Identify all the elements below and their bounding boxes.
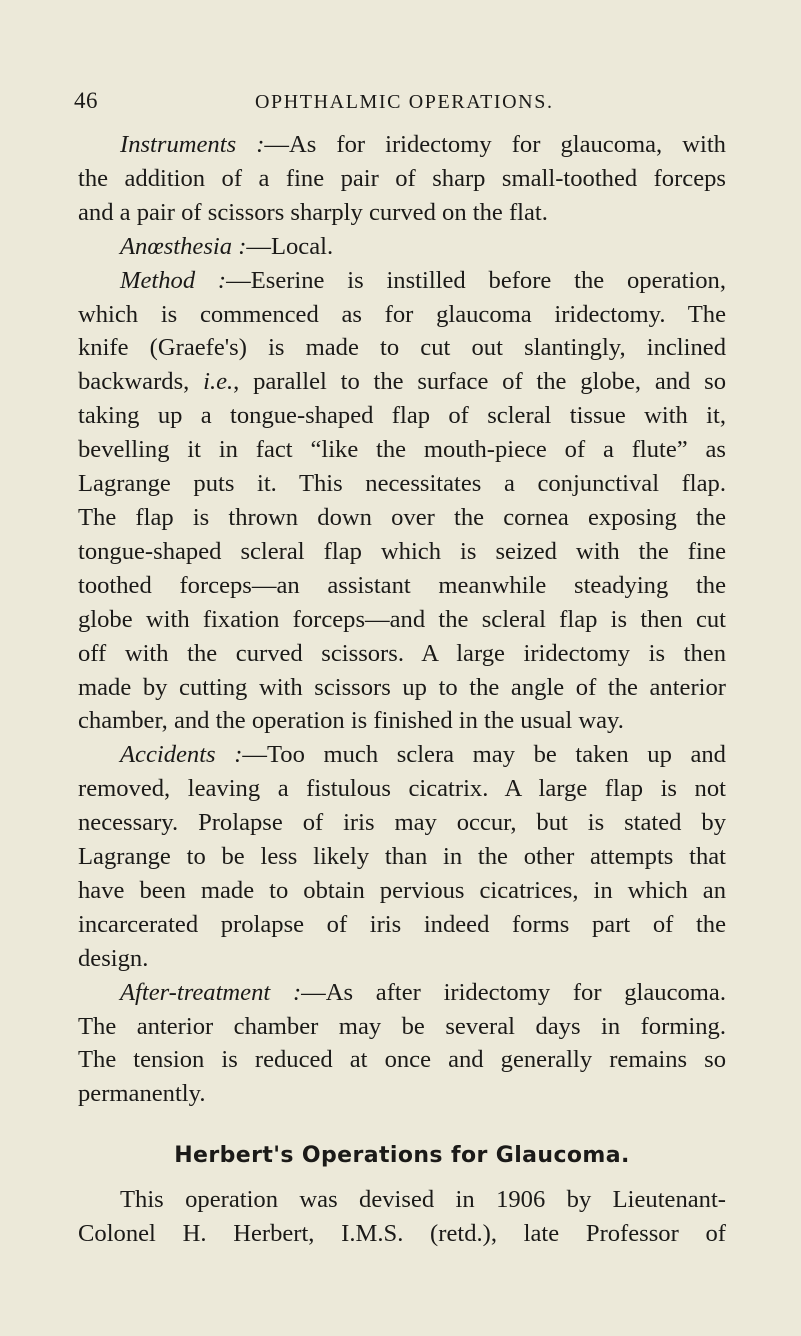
running-head: OPHTHALMIC OPERATIONS. [255,91,554,113]
text-line: The tension is reduced at once and generally remains so [78,1046,726,1074]
page-number: 46 [74,88,98,113]
text-line: After-treatment :—As after iridectomy for glaucoma. [120,978,726,1006]
section-spacer [78,1111,726,1139]
method-label: Method : [120,266,227,294]
text-line: incarcerated prolapse of iris indeed forms part of the [78,910,726,938]
text-line: Lagrange to be less likely than in the other attempts that [78,843,726,871]
text-line: Method :—Eserine is instilled before the operation, [120,266,726,294]
anaesthesia-paragraph [78,230,726,264]
accidents-paragraph [78,738,726,975]
text-line: which is commenced as for glaucoma iridectomy. The [78,300,726,328]
section-heading: Herbert's Operations for Glaucoma. [174,1143,630,1169]
text-line: removed, leaving a fistulous cicatrix. A large flap is not [78,775,726,803]
anaesthesia-label: Anœsthesia : [120,232,247,260]
text-line: and a pair of scissors sharply curved on the flat. [78,198,548,226]
instruments-label: Instruments : [120,131,265,158]
method-paragraph [78,264,726,739]
text-line: made by cutting with scissors up to the angle of the anterior [78,673,726,701]
text-line: knife (Graefe's) is made to cut out slantingly, inclined [78,334,726,362]
page-header [0,88,801,124]
body-text [78,128,726,1251]
text-line: chamber, and the operation is finished in the usual way. [78,707,624,735]
text-line: Accidents :—Too much sclera may be taken up and [120,741,726,769]
text-line: toothed forceps—an assistant meanwhile steadying the [78,571,726,599]
text-line: Lagrange puts it. This necessitates a conjunctival flap. [78,470,726,498]
text-line: This operation was devised in 1906 by Lieutenant- [120,1186,726,1214]
text-line: design. [78,944,149,972]
text-line: off with the curved scissors. A large iridectomy is then [78,639,726,667]
text-line: the addition of a fine pair of sharp small-toothed forceps [78,164,726,192]
instruments-paragraph [78,128,726,230]
text-line: permanently. [78,1080,206,1108]
text-line: The anterior chamber may be several days in forming. [78,1012,726,1040]
herbert-paragraph [78,1183,726,1251]
text-line: Anœsthesia :—Local. [120,232,334,260]
text-line: taking up a tongue-shaped flap of scleral tissue with it, [78,402,726,430]
text-line: The flap is thrown down over the cornea exposing the [78,503,726,531]
text-line: Colonel H. Herbert, I.M.S. (retd.), late Professor of [78,1220,726,1248]
after-treatment-label: After-treatment : [120,978,302,1006]
after-treatment-paragraph [78,976,726,1112]
text-line: backwards, i.e., parallel to the surface of the globe, and so [78,368,726,396]
text-line: tongue-shaped scleral flap which is seized with the fine [78,537,726,565]
text-line: bevelling it in fact “like the mouth-piece of a flute” as [78,436,726,464]
accidents-label: Accidents : [120,741,243,769]
text-line: necessary. Prolapse of iris may occur, but is stated by [78,809,726,837]
text-line: globe with fixation forceps—and the scleral flap is then cut [78,605,726,633]
text-line: Instruments :—As for iridectomy for glaucoma, with [120,131,726,158]
text-line: have been made to obtain pervious cicatrices, in which an [78,876,726,904]
